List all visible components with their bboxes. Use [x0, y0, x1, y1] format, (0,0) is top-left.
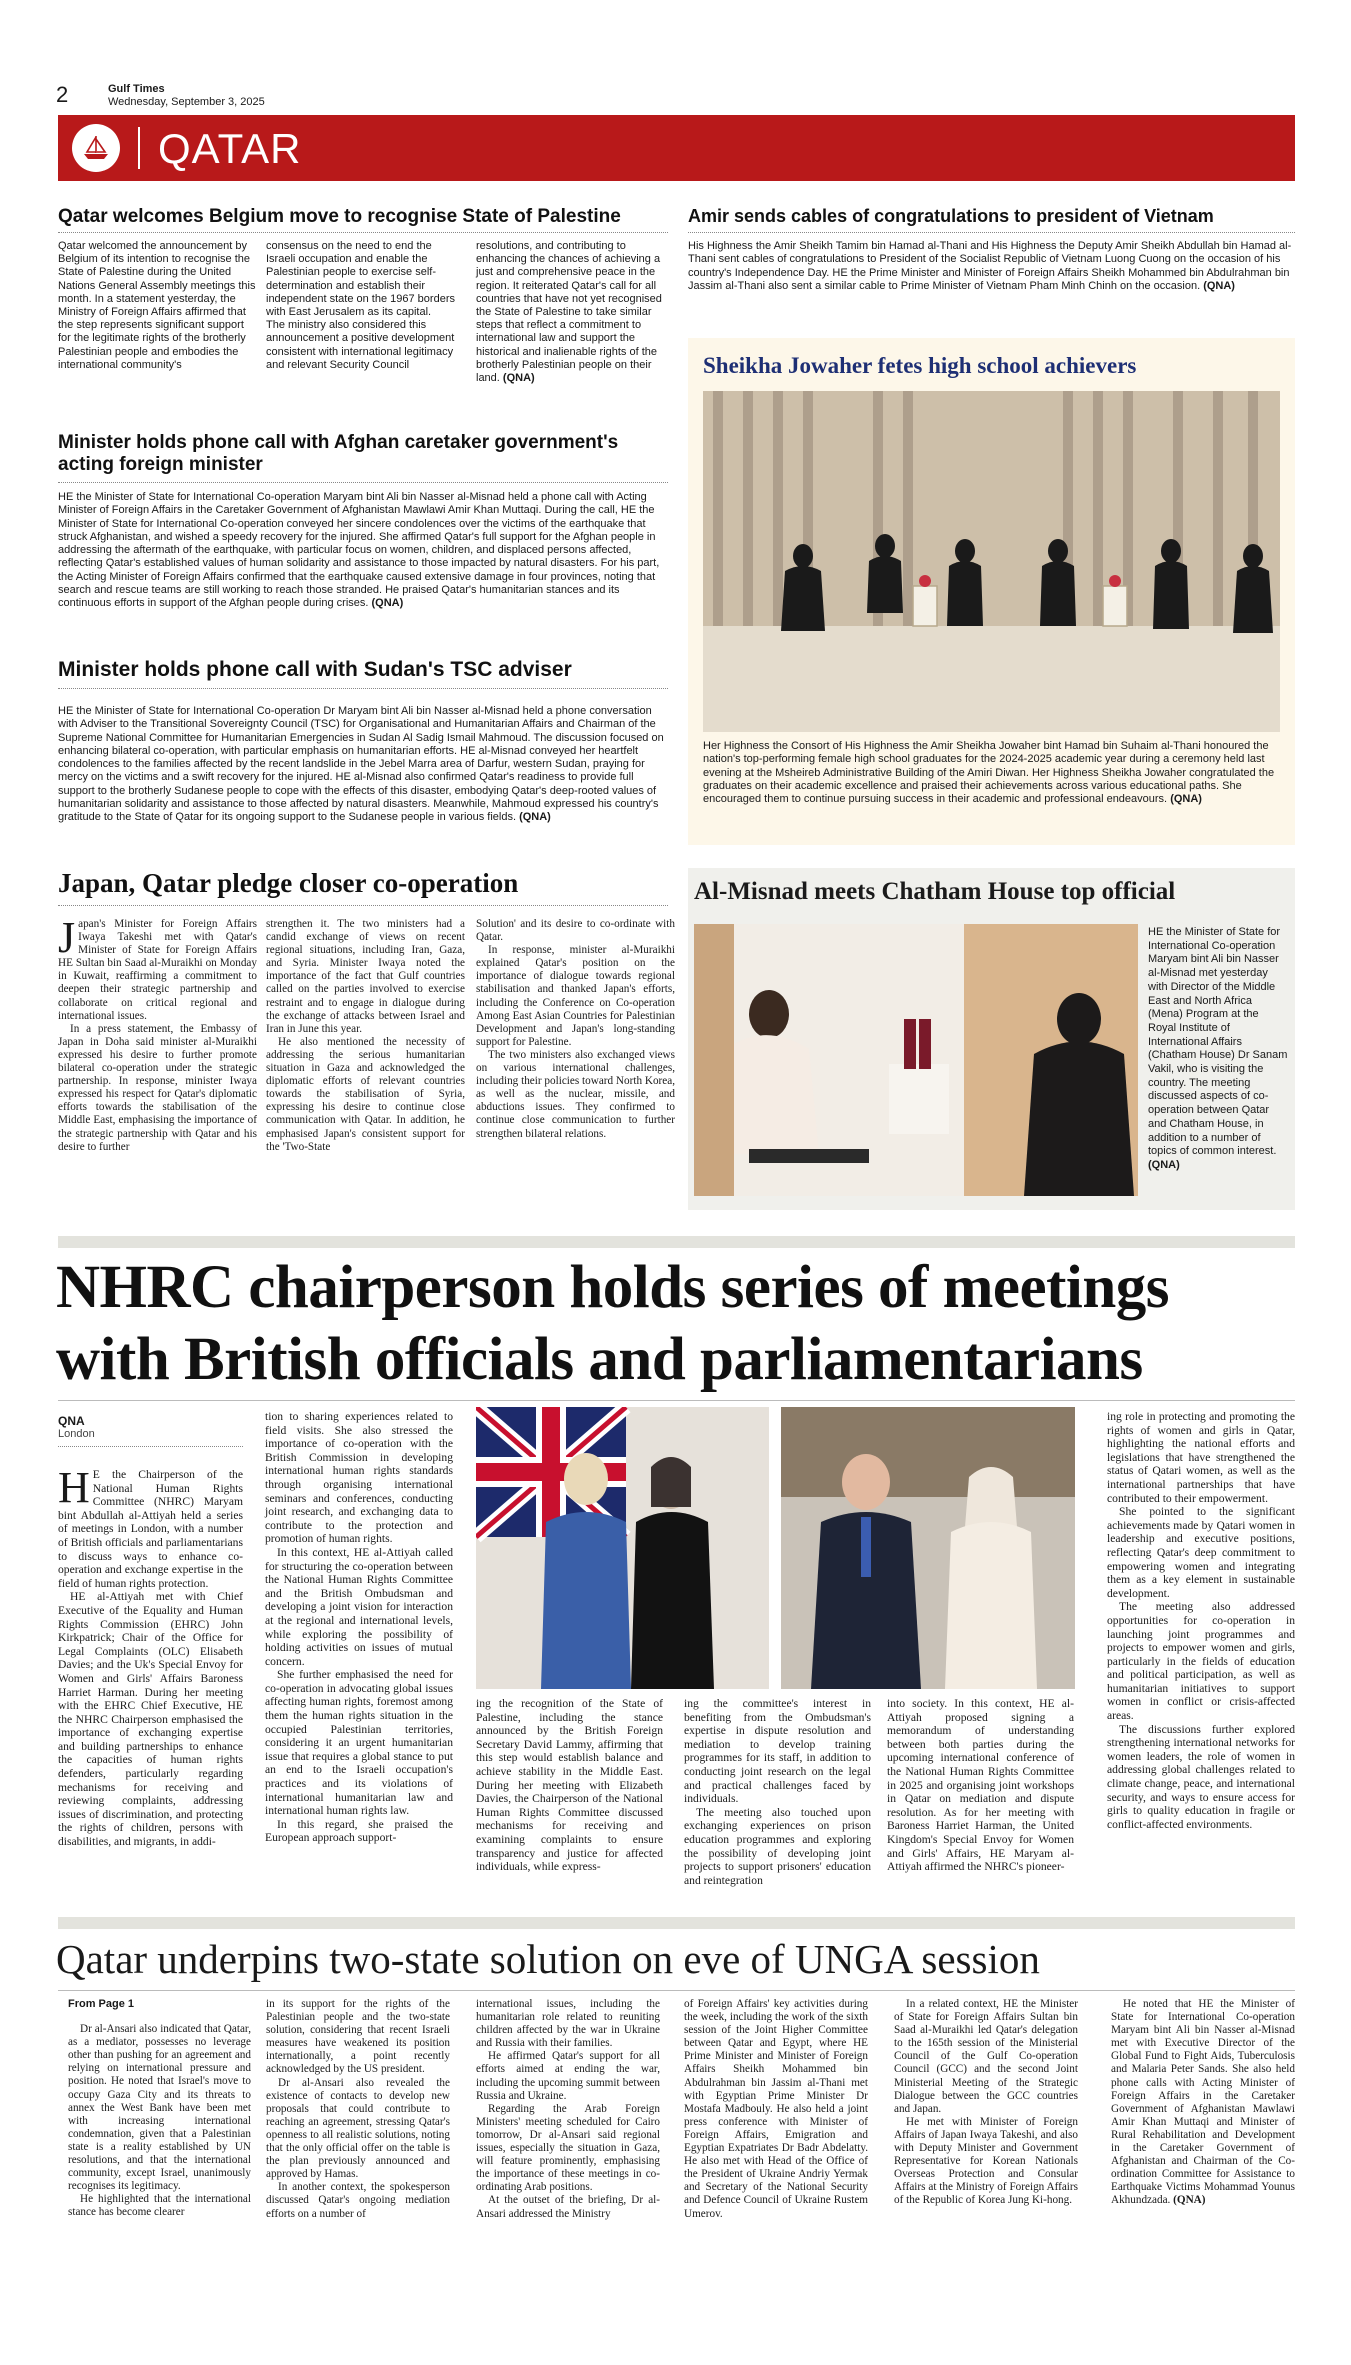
logo-emblem — [72, 124, 120, 172]
jowaher-box — [688, 338, 1295, 845]
nhrc-photo-right — [781, 1407, 1075, 1689]
sudan-headline: Minister holds phone call with Sudan's TSC adviser — [58, 658, 572, 681]
nhrc-col4: ing the committee's interest in benefiting from the Ombudsman's expertise in dispute resolution and mediation to develop training programmes for its staff, in addition to conducting joint research on the legal and practical challenges faced by individuals. The meeting also touched upon exchanging experiences on prison education programmes and exploring the possibility of developing joint projects to support prisoners' education and reintegration — [684, 1697, 871, 1887]
nhrc-col1: H E the Chairperson of the National Human Rights Committee (NHRC) Maryam bint Abdullah al-Attiyah held a series of meetings in London, with a number of British officials and parliamentarians to discuss ways to enhance co-operation and exchange expertise in the field of human rights protection. HE al-Attiyah met with Chief Executive of the Equality and Human Rights Commission (EHRC) John Kirkpatrick; Chair of the Office for Legal Complaints (OLC) Elisabeth Davies; and the Uk's Special Envoy for Women and Girls' Affairs Baroness Harriet Harman. During her meeting with the EHRC Chief Executive, HE the NHRC Chairperson emphasised the importance of exchanging expertise and building partnerships to enhance the capacities of human rights defenders, particularly regarding mechanisms for receiving and reviewing complaints, addressing issues of discrimination, and protecting the rights of children, persons with disabilities, and migrants, in addi- — [58, 1463, 243, 1849]
dhow-icon — [72, 124, 120, 172]
vietnam-body: His Highness the Amir Sheikh Tamim bin Hamad al-Thani and His Highness the Deputy Amir Sheikh Abdullah bin Hamad al-Thani sent cables of congratulations to President of the Socialist Republic of Vietnam Luong Cuong on the occasion of his country's Independence Day. HE the Prime Minister and Minister of Foreign Affairs Sheikh Mohammed bin Abdulrahman bin Jassim al-Thani also sent a similar cable to Prime Minister of Vietnam Pham Minh Chinh on the occasion. (QNA) — [688, 240, 1292, 292]
belgium-col2: consensus on the need to end the Israeli occupation and enable the Palestinian people to exercise self-determination and establish their independent state on the 1967 borders with East Jerusalem as its capital. The ministry also considered this announcement a positive development consistent with international legitimacy and relevant Security Council — [266, 240, 455, 371]
japan-headline: Japan, Qatar pledge closer co-operation — [58, 868, 519, 898]
belgium-col3: resolutions, and contributing to enhancing the chances of achieving a just and comprehensive peace in the region. It reiterated Qatar's call for all countries that have not yet recognised the State of Palestine to take similar steps that reflect a commitment to international law and support the historical and inalienable rights of the brotherly Palestinian people on their land. (QNA) — [476, 240, 662, 385]
unga-top-bar — [58, 1917, 1295, 1929]
unga-col3: international issues, including the humanitarian role related to reuniting children affected by the war in Ukraine and Russia with their families. He affirmed Qatar's support for all efforts aimed at ending the war, including the upcoming summit between Russia and Ukraine. Regarding the Arab Foreign Ministers' meeting scheduled for Cairo tomorrow, Dr al-Ansari said regional issues, especially the situation in Gaza, will feature prominently, emphasising the importance of these meetings in co-ordinating Arab positions. At the outset of the briefing, Dr al-Ansari addressed the Ministry — [476, 1998, 660, 2220]
belgium-col1: Qatar welcomed the announcement by Belgium of its intention to recognise the State of Palestine during the United Nations General Assembly meetings this month. In a statement yesterday, the Ministry of Foreign Affairs affirmed that the step represents significant support for the legitimate rights of the brotherly Palestinian people and embodies the international community's — [58, 240, 256, 371]
nhrc-top-bar — [58, 1236, 1295, 1248]
unga-col6: He noted that HE the Minister of State for International Co-operation Maryam bint Ali bin Nasser al-Misnad met with Executive Director of the Global Fund to Fight Aids, Tuberculosis and Malaria Peter Sands. She also held phone calls with Acting Minister of Foreign Affairs in the Caretaker Government of Afghanistan Mawlawi Amir Khan Muttaqi and Minister of Rural Rehabilitation and Development in the Caretaker Government of Afghanistan and Chairman of the Co-ordination Committee for Assistance to Earthquake Victims Mohammad Younus Akhundzada. (QNA) — [1111, 1998, 1295, 2207]
unga-col5: In a related context, HE the Minister of State for Foreign Affairs Sultan bin Saad al-Muraikhi led Qatar's delegation to the 165th session of the Ministerial Council of the Gulf Co-operation Council (GCC) and the second Joint Ministerial Meeting of the Strategic Dialogue between the GCC countries and Japan. He met with Minister of Foreign Affairs of Japan Iwaya Takeshi, and also with Deputy Minister and Government Representative for Korean Nationals Overseas Protection and Consular Affairs at the Ministry of Foreign Affairs of the Republic of Korea Jung Ki-hong. — [894, 1998, 1078, 2207]
nhrc-headline: NHRC chairperson holds series of meetings with British officials and parliamentarians — [56, 1254, 1170, 1393]
chatham-photo — [694, 924, 1138, 1196]
nhrc-photo-left — [476, 1407, 769, 1689]
jowaher-headline: Sheikha Jowaher fetes high school achievers — [703, 353, 1137, 378]
afghan-headline: Minister holds phone call with Afghan caretaker government's acting foreign minister — [58, 432, 619, 475]
issue-date: Wednesday, September 3, 2025 — [108, 96, 265, 108]
belgium-headline: Qatar welcomes Belgium move to recognise State of Palestine — [58, 206, 621, 227]
nhrc-col3: ing the recognition of the State of Palestine, including the stance announced by the British Foreign Secretary David Lammy, affirming that this step would establish balance and achieve stability in the Middle East. During her meeting with Elizabeth Davies, the Chairperson of the National Human Rights Committee discussed mechanisms for receiving and examining complaints to ensure transparency and justice for affected individuals, while express- — [476, 1697, 663, 1874]
section-title: QATAR — [158, 125, 302, 172]
vietnam-headline: Amir sends cables of congratulations to president of Vietnam — [688, 206, 1214, 226]
jowaher-photo — [703, 391, 1280, 732]
jowaher-caption: Her Highness the Consort of His Highness the Amir Sheikha Jowaher bint Hamad bin Suhaim al-Thani honoured the nation's top-performing female high school graduates for the 2024-2025 academic year during a ceremony held last evening at the Msheireb Administrative Building of the Amiri Diwan. Her Highness Sheikha Jowaher congratulated the graduates on their academic excellence and praised their achievements across various educational paths. She encouraged them to continue pursuing success in their academic and professional endeavours. (QNA) — [703, 740, 1275, 806]
chatham-box — [688, 868, 1295, 1210]
nhrc-col6: ing role in protecting and promoting the rights of women and girls in Qatar, highlighting the national efforts and legislations that have strengthened the status of Qatari women, as well as the international partnerships that have contributed to their empowerment. She pointed to the significant achievements made by Qatari women in leadership and executive positions, reflecting Qatar's deep commitment to empowering women and integrating them as a key element in sustainable development. The meeting also addressed opportunities for co-operation in launching joint programmes and projects to empower women and girls, particularly in the fields of education and political participation, as well as humanitarian initiatives to support women in conflict or crisis-affected areas. The discussions further explored strengthening international networks for women leaders, the role of women in addressing global challenges related to climate change, peace, and international security, and ways to ensure access for girls to quality education in fragile or conflict-affected environments. — [1107, 1410, 1295, 1831]
unga-col2: in its support for the rights of the Palestinian people and the two-state solution, considering that recent Israeli measures have weakened its position internationally, a point recently acknowledged by the US president. Dr al-Ansari also revealed the existence of contacts to develop new proposals that could contribute to reaching an agreement, stressing Qatar's openness to all realistic solutions, noting that the only official offer on the table is the plan previously announced and approved by Hamas. In another context, the spokesperson discussed Qatar's ongoing mediation efforts on a number of — [266, 1998, 450, 2220]
unga-headline: Qatar underpins two-state solution on eve of UNGA session — [56, 1936, 1040, 1982]
japan-col2: strengthen it. The two ministers had a candid exchange of views on recent regional situations, including Iran, Gaza, and Syria. Minister Iwaya noted the importance of the fact that Gulf countries called on the parties involved to exercise restraint and to engage in dialogue during the exchange of attacks between Israel and Iran in June this year. He also mentioned the necessity of addressing the serious humanitarian situation in Gaza and acknowledged the diplomatic efforts of relevant countries towards the stabilisation of Syria, expressing his desire to continue close communication with Qatar. In addition, he emphasised Japan's consistent support for the 'Two-State — [266, 918, 465, 1153]
afghan-body: HE the Minister of State for International Co-operation Maryam bint Ali bin Nasser al-Misnad held a phone call with Acting Minister of Foreign Affairs in the Caretaker Government of Afghanistan Mawlawi Amir Khan Muttaqi. During the call, HE the Minister of State for International Co-operation conveyed her sincere condolences over the victims of the earthquake that struck Afghanistan, and wished a speedy recovery for the injured. She affirmed Qatar's full support for the Afghan people in addressing the aftermath of the earthquake, with particular focus on women, children, and displaced persons affected, reflecting Qatar's established values of human solidarity and assistance to those impacted by natural disasters. For his part, the Acting Minister of Foreign Affairs confirmed that the earthquake caused extensive damage in four provinces, noting that search and rescue teams are still working to reach those stranded. He praised Qatar's humanitarian stances and its continuous efforts in support of the Afghan people during crises. (QNA) — [58, 491, 660, 610]
paper-name: Gulf Times — [108, 83, 165, 95]
nhrc-col2: tion to sharing experiences related to field visits. She also stressed the importance of co-operation with the British Commission in developing international human rights standards through organising international seminars and conferences, conducting joint research, and exchanging data to contribute to the protection and promotion of human rights. In this context, HE al-Attiyah called for structuring the co-operation between the National Human Rights Committee and the British Ombudsman and developing a joint vision for interaction at the regional and international levels, while exploring the possibility of holding activities on issues of mutual concern. She further emphasised the need for co-operation in advocating global issues affecting human rights, foremost among them the human rights situation in the occupied Palestinian territories, considering it an urgent humanitarian issue that requires a global stance to put an end to the Israeli occupation's practices and its violations of international humanitarian law and international human rights law. In this regard, she praised the European approach support- — [265, 1410, 453, 1845]
chatham-caption: HE the Minister of State for International Co-operation Maryam bint Ali bin Nasser al-Misnad met yesterday with Director of the Middle East and North Africa (Mena) Program at the Royal Institute of International Affairs (Chatham House) Dr Sanam Vakil, who is visiting the country. The meeting discussed aspects of co-operation between Qatar and Chatham House, in addition to a number of topics of common interest. (QNA) — [1148, 926, 1288, 1171]
japan-col1: Japan's Minister for Foreign Affairs Iwaya Takeshi met with Qatar's Minister of State for Foreign Affairs HE Sultan bin Saad al-Muraikhi on Monday in Kuwait, reaffirming a commitment to deepen their strategic partnership and collaborate on critical regional and international issues. In a press statement, the Embassy of Japan in Doha said minister al-Muraikhi expressed his desire to further promote bilateral co-operation under the strategic partnership. In response, minister Iwaya expressed his respect for Qatar's diplomatic efforts towards the stabilisation of the Middle East, emphasising the importance of the strategic partnership with Qatar and his desire to further — [58, 913, 257, 1153]
unga-col4: of Foreign Affairs' key activities during the week, including the work of the sixth session of the Joint Higher Committee between Qatar and Egypt, where HE Prime Minister and Minister of Foreign Affairs Sheikh Mohammed bin Abdulrahman bin Jassim al-Thani met with Egyptian Prime Minister Dr Mostafa Madbouly. He also held a joint press conference with Minister of Foreign Affairs, Emigration and Egyptian Expatriates Dr Badr Abdelatty. He also met with Head of the Office of the President of Ukraine Andriy Yermak and Secretary of the National Security and Defence Council of Ukraine Rustem Umerov. — [684, 1998, 868, 2220]
nhrc-col5: into society. In this context, HE al-Attiyah proposed signing a memorandum of understanding between both parties during the upcoming international conference of the National Human Rights Committee in 2025 and organising joint workshops in Qatar on mediation and dispute resolution. As for her meeting with Baroness Harriet Harman, the United Kingdom's Special Envoy for Women and Girls' Affairs, HE Maryam al-Attiyah affirmed the NHRC's pioneer- — [887, 1697, 1074, 1874]
page-number: 2 — [56, 82, 69, 107]
japan-col3: Solution' and its desire to co-ordinate with Qatar. In response, minister al-Muraikhi explained Qatar's position on the importance of dialogue towards regional stabilisation and thanked Japan's efforts, including the Conference on Co-operation Among East Asian Countries for Palestinian Development and Japan's long-standing support for Palestine. The two ministers also exchanged views on various international challenges, including their policies toward North Korea, as well as the nuclear, missile, and abductions issues. They confirmed to continue close communication to further strengthen bilateral relations. — [476, 918, 675, 1140]
nhrc-byline: QNA London — [58, 1414, 243, 1447]
sudan-body: HE the Minister of State for International Co-operation Dr Maryam bint Ali bin Nasser al-Misnad held a phone conversation with Adviser to the Transitional Sovereignty Council (TSC) for Organisational and Humanitarian Affairs and Chairman of the Supreme National Committee for Humanitarian Emergencies in Sudan Al Sadig Ismail Mahmoud. The discussion focused on enhancing bilateral co-operation, with particular emphasis on humanitarian efforts. HE al-Misnad conveyed her heartfelt condolences to the families affected by the recent landslide in the Jebel Marra area of Darfur, western Sudan, praying for mercy on the victims and a swift recovery for the injured. HE al-Misnad also confirmed Qatar's readiness to provide full support to the brotherly Sudanese people to cope with the effects of this disaster, embodying Qatar's deep-rooted values of humanitarian solidarity and assistance to those affected by natural disasters. Meanwhile, Mahmoud expressed his country's gratitude to the State of Qatar for its ongoing support to the Sudanese people in various fields. (QNA) — [58, 705, 664, 824]
chatham-headline: Al-Misnad meets Chatham House top official — [694, 878, 1176, 905]
section-banner — [58, 115, 1295, 181]
unga-col1: From Page 1 Dr al-Ansari also indicated that Qatar, as a mediator, possesses no leverage other than pushing for an agreement and relying on international pressure and position. He noted that Israel's move to occupy Gaza City and its threats to annex the West Bank have been met with increasing international condemnation, given that a Palestinian state is a reality established by UN resolutions, and that the international community, except Israel, unanimously recognises its legitimacy. He highlighted that the international stance has become clearer — [68, 1998, 251, 2219]
